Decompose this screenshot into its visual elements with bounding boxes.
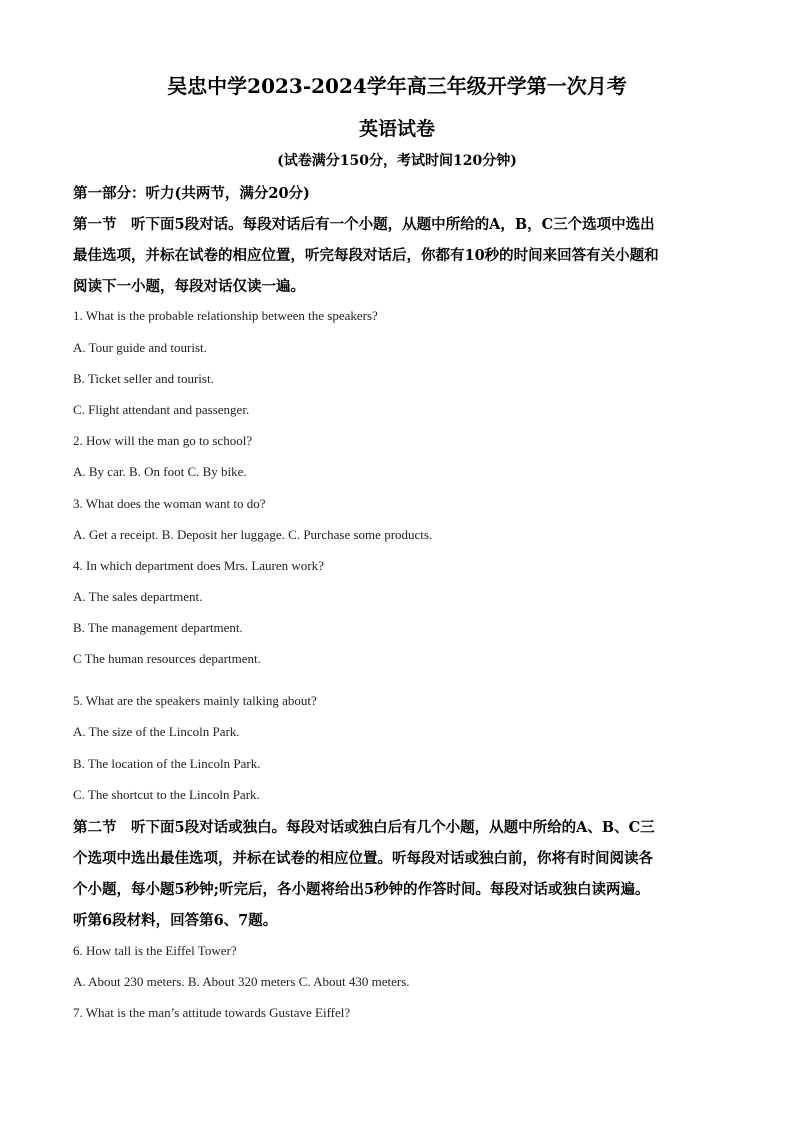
exam-subtitle: 英语试卷 [358, 118, 435, 140]
answer-option: C. Flight attendant and passenger. [73, 402, 250, 417]
answer-option: B. The location of the Lincoln Park. [73, 756, 261, 771]
section2-line: 听第6段材料，回答第6、7题。 [73, 912, 278, 929]
question-stem: 2. How will the man go to school? [73, 433, 253, 448]
answer-option: C. The shortcut to the Lincoln Park. [73, 787, 260, 802]
answer-option: B. Ticket seller and tourist. [73, 371, 214, 386]
answer-option: A. Tour guide and tourist. [73, 340, 207, 355]
answer-option: A. The size of the Lincoln Park. [73, 724, 240, 739]
answer-options: A. About 230 meters. B. About 320 meters C. About 430 meters. [73, 974, 410, 989]
section2-line: 第二节 听下面5段对话或独白。每段对话或独白后有几个小题，从题中所给的A、B、C三 [73, 819, 655, 836]
question-stem: 6. How tall is the Eiffel Tower? [73, 943, 237, 958]
question-stem: 7. What is the man’s attitude towards Gustave Eiffel? [73, 1005, 351, 1020]
section1-line: 阅读下一小题，每段对话仅读一遍。 [73, 278, 305, 295]
exam-title: 吴忠中学2023-2024学年高三年级开学第一次月考 [167, 74, 627, 98]
section1-line: 第一节 听下面5段对话。每段对话后有一个小题，从题中所给的A，B，C三个选项中选出 [73, 216, 655, 233]
exam-note: (试卷满分150分，考试时间120分钟) [277, 153, 517, 169]
question-stem: 3. What does the woman want to do? [73, 496, 266, 511]
section2-line: 个选项中选出最佳选项，并标在试卷的相应位置。听每段对话或独白前，你将有时间阅读各 [73, 850, 653, 867]
part1-heading: 第一部分：听力(共两节，满分20分) [73, 185, 310, 202]
answer-options: A. By car. B. On foot C. By bike. [73, 464, 247, 479]
answer-option: C The human resources department. [73, 651, 261, 666]
answer-options: A. Get a receipt. B. Deposit her luggage. C. Purchase some products. [73, 527, 433, 542]
section1-line: 最佳选项，并标在试卷的相应位置，听完每段对话后，你都有10秒的时间来回答有关小题和 [73, 247, 659, 264]
answer-option: B. The management department. [73, 620, 243, 635]
question-stem: 1. What is the probable relationship between the speakers? [73, 308, 378, 323]
section2-line: 个小题，每小题5秒钟;听完后，各小题将给出5秒钟的作答时间。每段对话或独白读两遍。 [73, 881, 650, 898]
question-stem: 4. In which department does Mrs. Lauren work? [73, 558, 324, 573]
answer-option: A. The sales department. [73, 589, 203, 604]
question-stem: 5. What are the speakers mainly talking about? [73, 693, 317, 708]
